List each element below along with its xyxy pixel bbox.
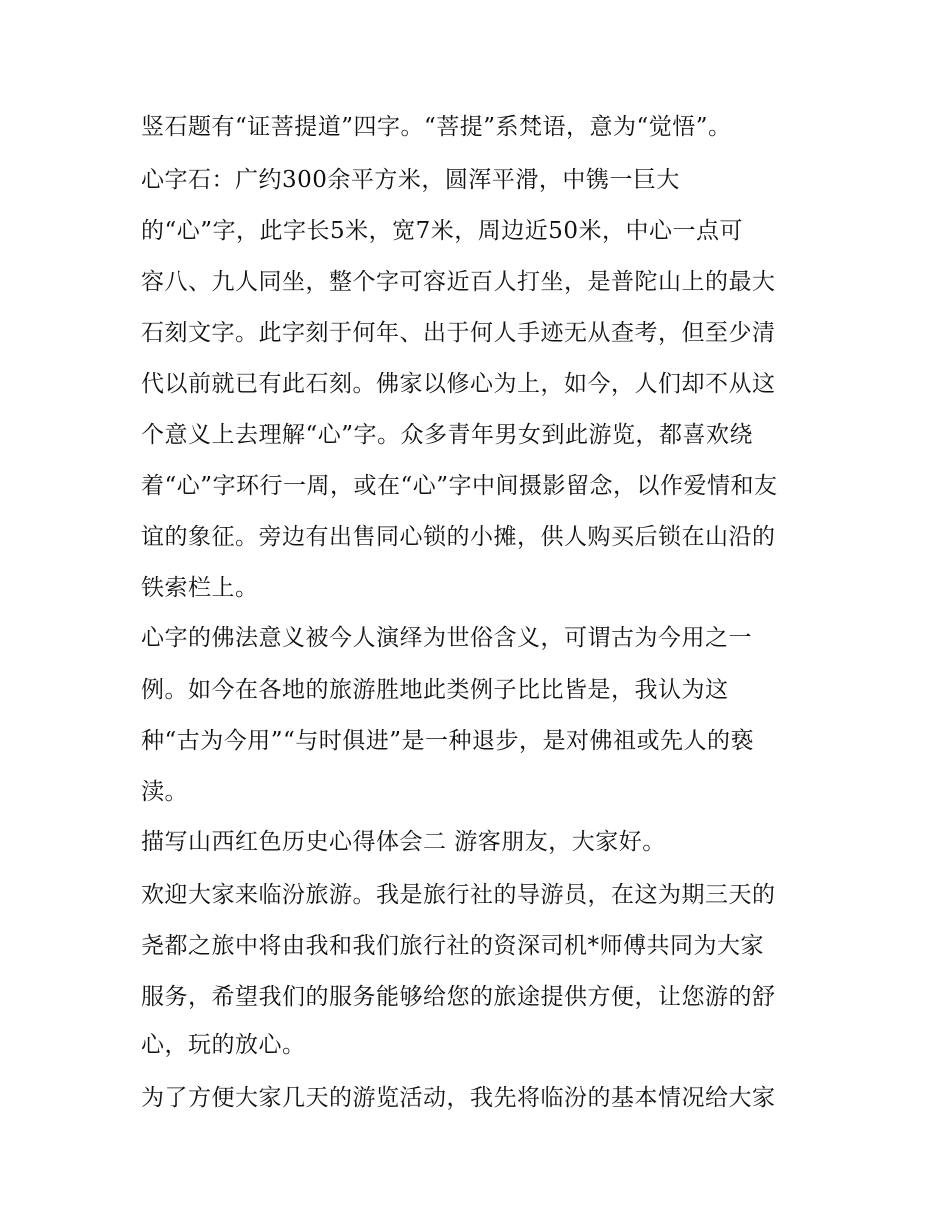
text-line: 石刻文字。此字刻于何年、出于何人手迹无从查考，但至少清	[141, 320, 776, 346]
text-line: 铁索栏上。	[141, 575, 259, 601]
text-line: 心字石：广约300余平方米，圆浑平滑，中镌一巨大	[141, 167, 680, 193]
text-line: 描写山西红色历史心得体会二 游客朋友，大家好。	[141, 829, 666, 855]
text-line: 渎。	[141, 779, 188, 805]
text-line: 容八、九人同坐，整个字可容近百人打坐，是普陀山上的最大	[141, 269, 776, 295]
text-line: 例。如今在各地的旅游胜地此类例子比比皆是，我认为这	[141, 677, 729, 703]
text-line: 着“心”字环行一周，或在“心”字中间摄影留念，以作爱情和友	[141, 473, 778, 499]
text-line: 的“心”字，此字长5米，宽7米，周边近50米，中心一点可	[141, 218, 744, 244]
text-line: 服务，希望我们的服务能够给您的旅途提供方便，让您游的舒	[141, 984, 776, 1010]
text-line: 欢迎大家来临汾旅游。我是旅行社的导游员，在这为期三天的	[141, 882, 776, 908]
text-line: 心，玩的放心。	[141, 1032, 306, 1058]
text-line: 种“古为今用”“与时俱进”是一种退步，是对佛祖或先人的亵	[141, 728, 755, 754]
text-line: 谊的象征。旁边有出售同心锁的小摊，供人购买后锁在山沿的	[141, 524, 776, 550]
text-line: 个意义上去理解“心”字。众多青年男女到此游览，都喜欢绕	[141, 422, 754, 448]
text-line: 尧都之旅中将由我和我们旅行社的资深司机*师傅共同为大家	[141, 933, 764, 959]
text-line: 代以前就已有此石刻。佛家以修心为上，如今，人们却不从这	[141, 371, 776, 397]
text-line: 为了方便大家几天的游览活动，我先将临汾的基本情况给大家	[141, 1085, 776, 1111]
text-line: 心字的佛法意义被今人演绎为世俗含义，可谓古为今用之一	[141, 625, 752, 651]
text-line: 竖石题有“证菩提道”四字。“菩提”系梵语，意为“觉悟”。	[141, 114, 732, 140]
